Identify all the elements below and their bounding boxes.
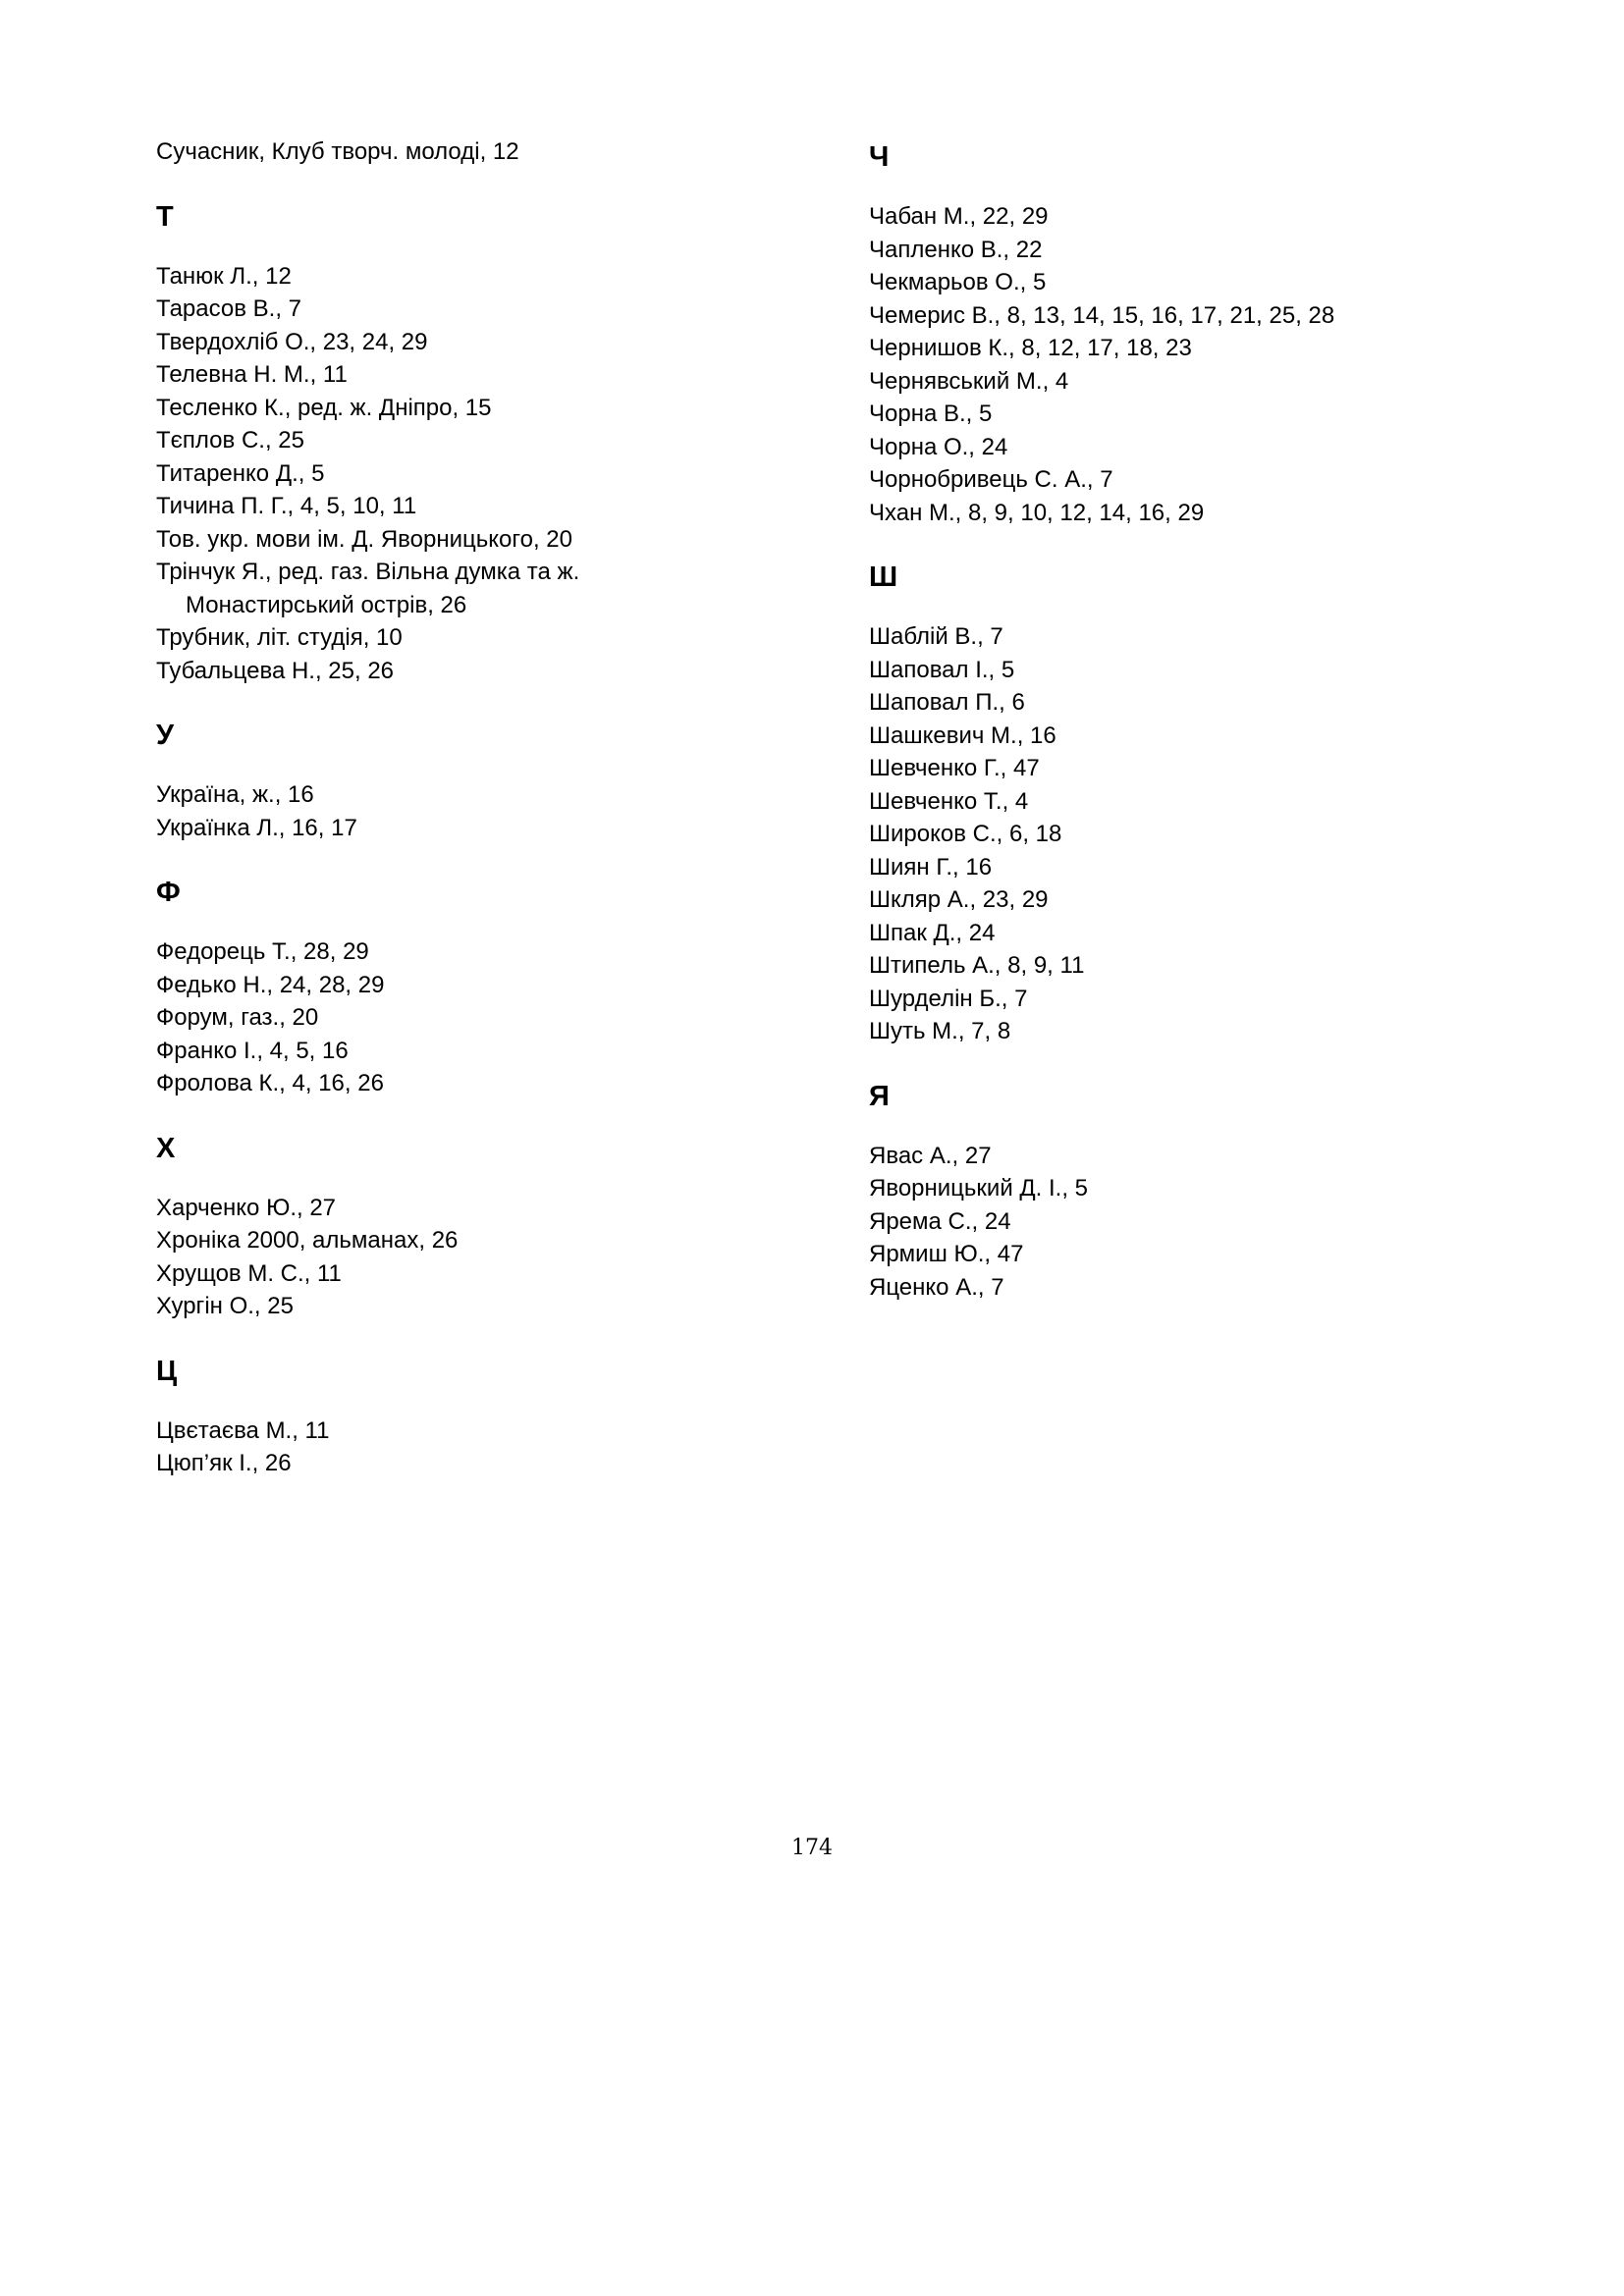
index-entry: Титаренко Д., 5 bbox=[156, 459, 325, 487]
index-entry: Трубник, літ. студія, 10 bbox=[156, 624, 403, 651]
index-entry: Телевна Н. М., 11 bbox=[156, 361, 348, 388]
section-ch bbox=[869, 140, 1507, 529]
section-kh bbox=[156, 1132, 794, 1323]
index-entry: Трінчук Я., ред. газ. Вільна думка та ж. Монастирський острів, 26 bbox=[156, 559, 580, 618]
index-entry: Шевченко Г., 47 bbox=[869, 755, 1040, 781]
index-entry: Шаповал І., 5 bbox=[869, 656, 1015, 683]
entry-list bbox=[869, 620, 1507, 1048]
lead-entry: Сучасник, Клуб творч. молоді, 12 bbox=[156, 138, 519, 165]
index-entry: Хроніка 2000, альманах, 26 bbox=[156, 1227, 459, 1254]
section-letter: Х bbox=[156, 1132, 176, 1164]
section-sh bbox=[869, 561, 1507, 1048]
section-letter: Ц bbox=[156, 1355, 178, 1387]
index-entry: Чернявський М., 4 bbox=[869, 367, 1069, 395]
index-entry: Чхан М., 8, 9, 10, 12, 14, 16, 29 bbox=[869, 499, 1205, 526]
index-entry: Тов. укр. мови ім. Д. Яворницького, 20 bbox=[156, 525, 572, 553]
index-entry: Шашкевич М., 16 bbox=[869, 721, 1056, 749]
index-entry: Цюп’як І., 26 bbox=[156, 1450, 292, 1476]
index-entry: Шаблій В., 7 bbox=[869, 623, 1003, 650]
index-entry: Шаповал П., 6 bbox=[869, 689, 1025, 716]
index-entry: Шевченко Т., 4 bbox=[869, 787, 1029, 815]
entry-list bbox=[156, 1415, 794, 1480]
index-entry: Франко І., 4, 5, 16 bbox=[156, 1037, 349, 1064]
section-ts bbox=[156, 1355, 794, 1480]
index-entry: Федько Н., 24, 28, 29 bbox=[156, 971, 385, 998]
index-entry: Широков С., 6, 18 bbox=[869, 821, 1062, 847]
section-ya bbox=[869, 1080, 1507, 1305]
section-u bbox=[156, 719, 794, 844]
index-entry: Шиян Г., 16 bbox=[869, 853, 993, 881]
section-t bbox=[156, 200, 794, 688]
index-entry: Хрущов М. С., 11 bbox=[156, 1259, 342, 1287]
entry-list bbox=[156, 1192, 794, 1323]
section-letter: Ф bbox=[156, 877, 181, 908]
index-entry: Хургін О., 25 bbox=[156, 1293, 294, 1319]
section-letter: Ч bbox=[869, 141, 890, 173]
index-entry: Форум, газ., 20 bbox=[156, 1004, 319, 1031]
page-number: 174 bbox=[791, 1836, 833, 1860]
index-entry: Тєплов С., 25 bbox=[156, 427, 304, 454]
index-entry: Фролова К., 4, 16, 26 bbox=[156, 1070, 384, 1096]
section-f bbox=[156, 876, 794, 1100]
index-entry: Твердохліб О., 23, 24, 29 bbox=[156, 328, 428, 355]
index-entry: Яценко А., 7 bbox=[869, 1273, 1004, 1301]
index-entry: Тарасов В., 7 bbox=[156, 295, 302, 322]
index-entry: Чернишов К., 8, 12, 17, 18, 23 bbox=[869, 335, 1192, 361]
entry-list bbox=[156, 778, 794, 844]
section-letter: Ш bbox=[869, 561, 898, 593]
index-entry: Чорна В., 5 bbox=[869, 400, 993, 427]
index-entry: Харченко Ю., 27 bbox=[156, 1194, 337, 1221]
index-entry: Цвєтаєва М., 11 bbox=[156, 1416, 330, 1444]
index-entry: Ярмиш Ю., 47 bbox=[869, 1241, 1024, 1267]
index-entry: Шпак Д., 24 bbox=[869, 919, 996, 946]
index-entry: Тичина П. Г., 4, 5, 10, 11 bbox=[156, 493, 417, 519]
left-column bbox=[156, 135, 794, 1480]
index-entry: Тесленко К., ред. ж. Дніпро, 15 bbox=[156, 394, 492, 421]
index-entry: Федорець Т., 28, 29 bbox=[156, 938, 369, 965]
index-entry: Шкляр А., 23, 29 bbox=[869, 886, 1049, 913]
section-letter: Т bbox=[156, 200, 174, 233]
entry-list bbox=[869, 1140, 1507, 1305]
index-entry: Яворницький Д. І., 5 bbox=[869, 1175, 1089, 1201]
index-entry: Чапленко В., 22 bbox=[869, 236, 1043, 263]
section-letter: У bbox=[156, 720, 175, 751]
index-entry: Чемерис В., 8, 13, 14, 15, 16, 17, 21, 25, 28 bbox=[869, 301, 1335, 329]
entry-list bbox=[156, 260, 794, 688]
index-entry: Танюк Л., 12 bbox=[156, 262, 292, 290]
index-entry: Українка Л., 16, 17 bbox=[156, 814, 357, 841]
index-entry: Тубальцева Н., 25, 26 bbox=[156, 657, 395, 684]
entry-list bbox=[156, 935, 794, 1100]
right-column bbox=[869, 140, 1507, 1304]
index-entry: Шурделін Б., 7 bbox=[869, 985, 1028, 1012]
index-entry: Чекмарьов О., 5 bbox=[869, 269, 1047, 295]
index-entry: Чабан М., 22, 29 bbox=[869, 203, 1049, 230]
index-entry: Ярема С., 24 bbox=[869, 1207, 1011, 1235]
section-letter: Я bbox=[869, 1080, 890, 1112]
index-entry: Штипель А., 8, 9, 11 bbox=[869, 952, 1085, 979]
index-entry: Україна, ж., 16 bbox=[156, 781, 314, 808]
index-entry: Чорна О., 24 bbox=[869, 433, 1008, 460]
index-entry: Чорнобривець С. А., 7 bbox=[869, 466, 1113, 493]
entry-list bbox=[869, 200, 1507, 529]
index-entry: Явас А., 27 bbox=[869, 1142, 992, 1169]
index-entry: Шуть М., 7, 8 bbox=[869, 1018, 1011, 1044]
